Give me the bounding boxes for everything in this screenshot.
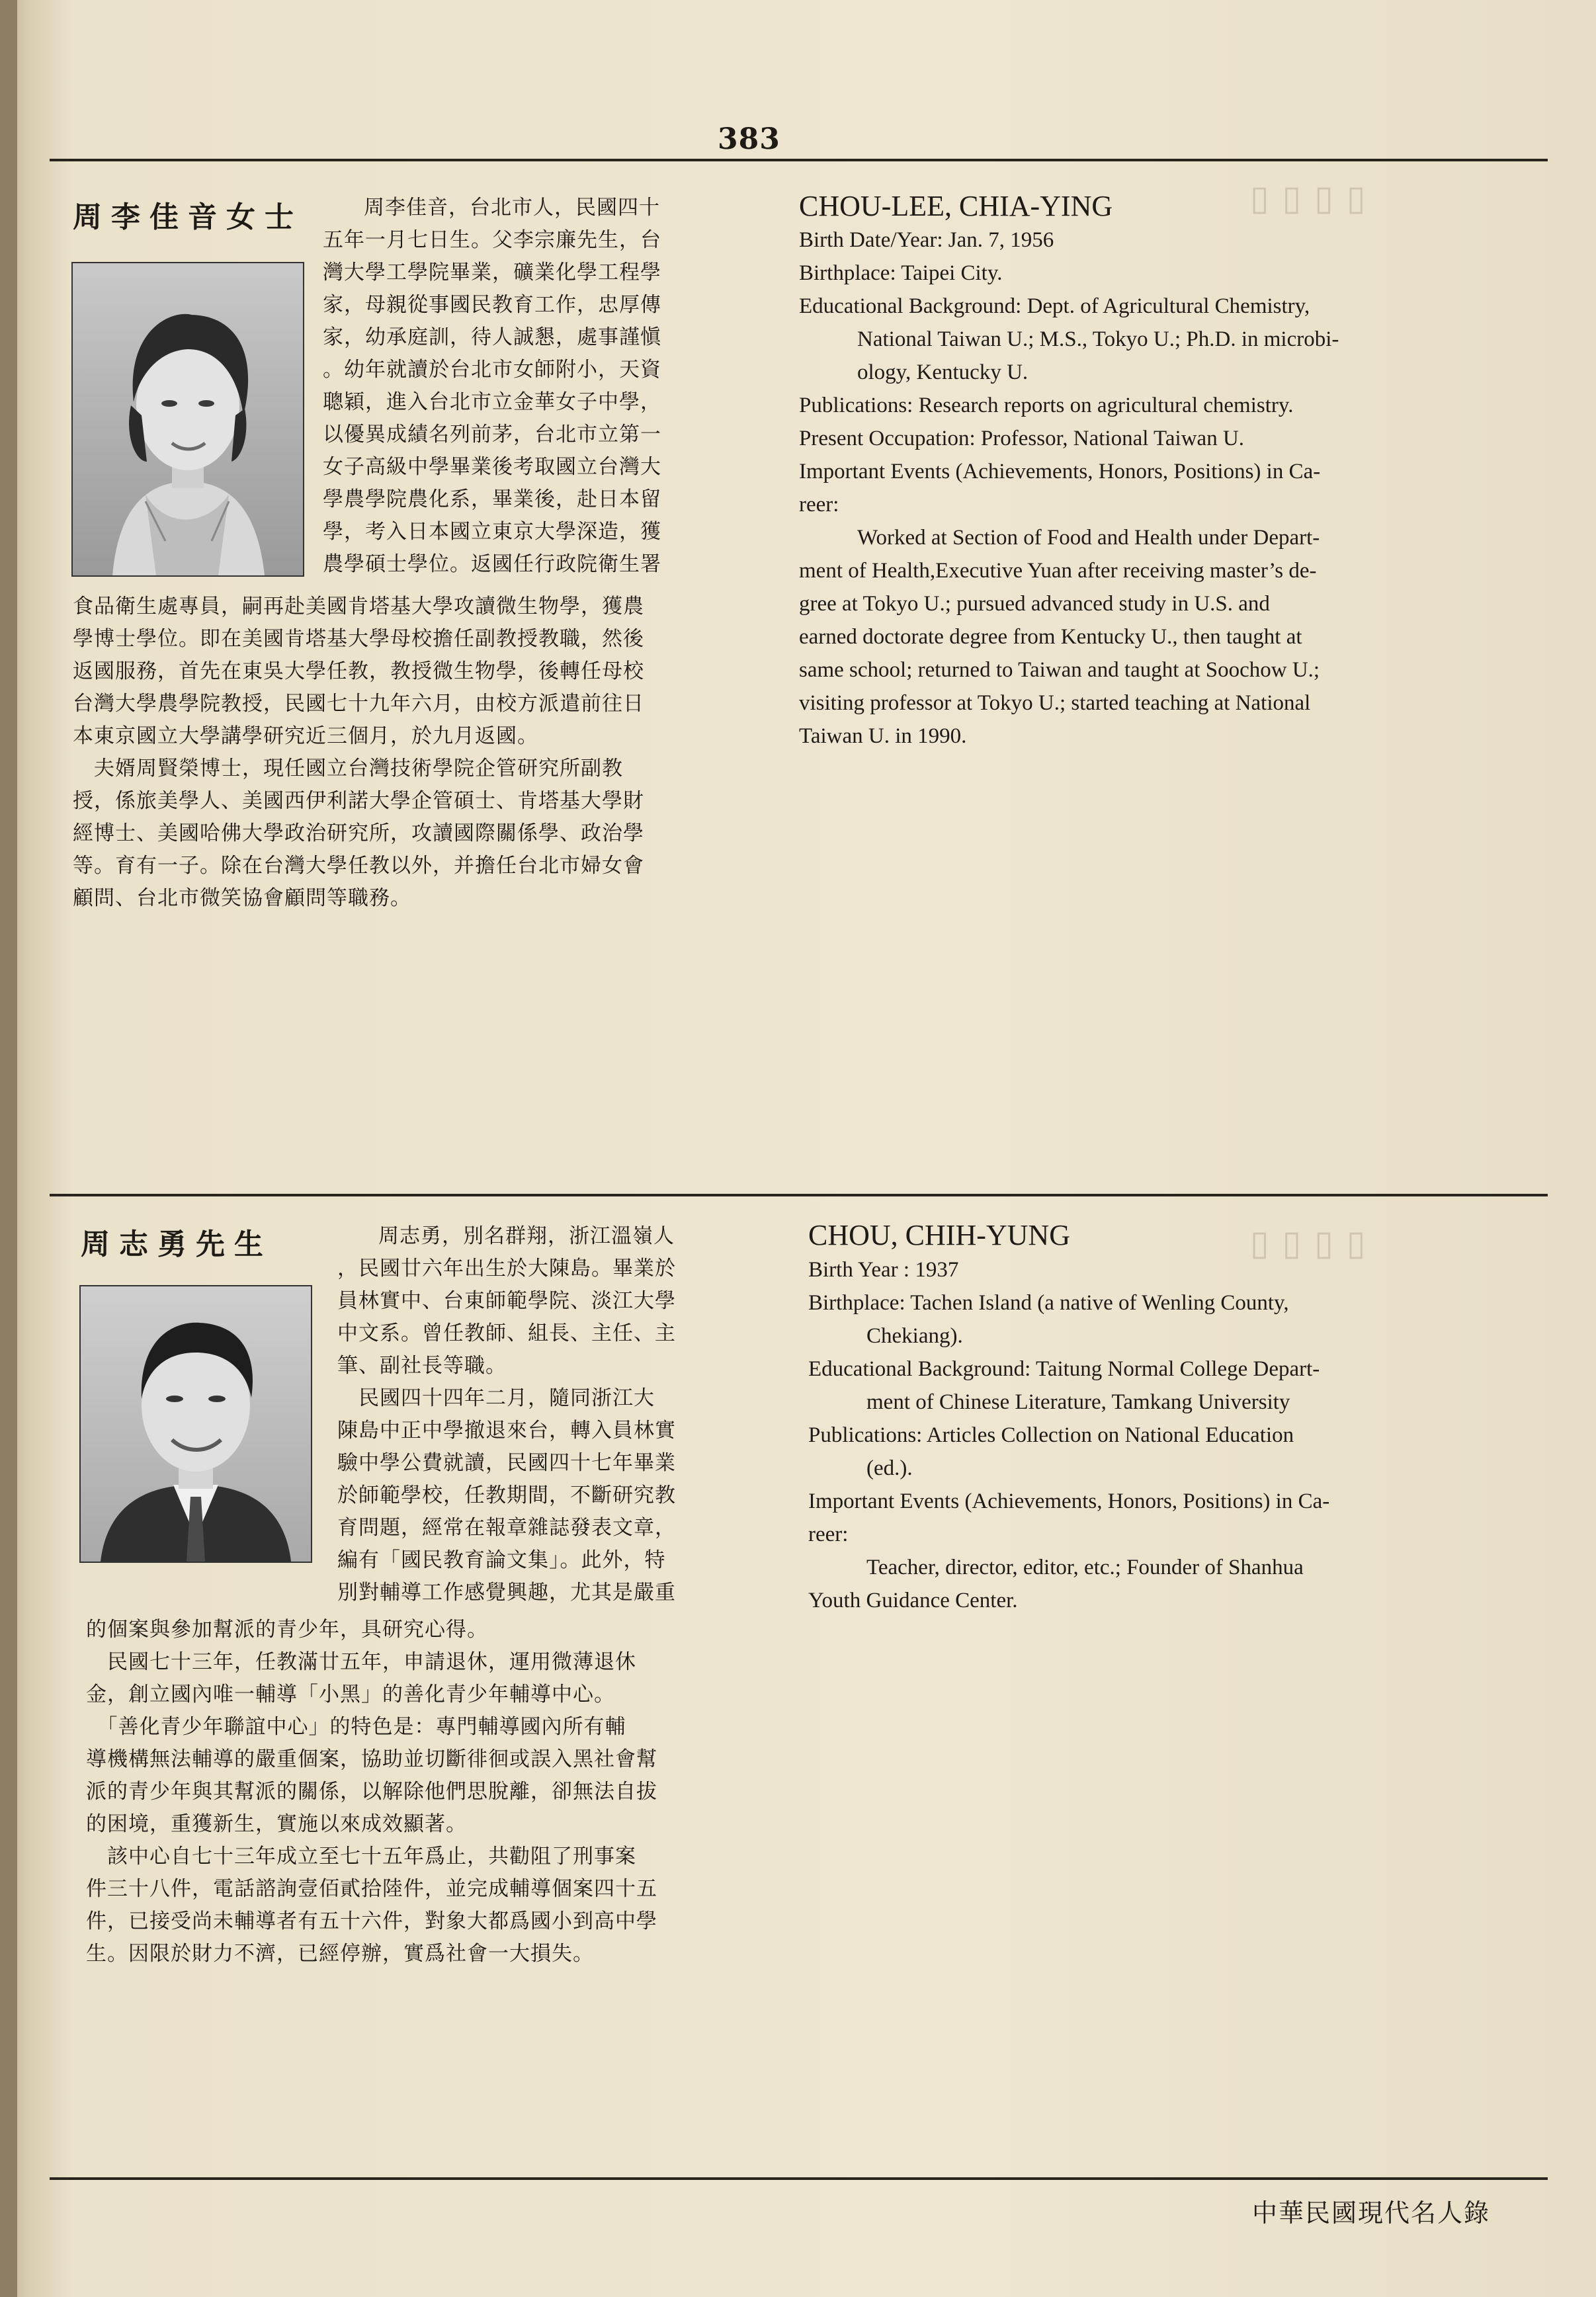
bio-line: 食品衛生處專員，嗣再赴美國肯塔基大學攻讀微生物學，獲農 xyxy=(73,595,644,618)
bio-line: 返國服務，首先在東吳大學任教，教授微生物學，後轉任母校 xyxy=(73,659,644,683)
bio-line: 農學碩士學位。返國任行政院衛生署 xyxy=(323,552,661,576)
bio-line: 家，母親從事國民教育工作，忠厚傳 xyxy=(323,293,661,317)
bio-line: Chekiang). xyxy=(866,1324,963,1348)
entry-2-english-name: CHOU, CHIH-YUNG xyxy=(808,1219,1070,1251)
bio-line: 。幼年就讀於台北市女師附小，天資 xyxy=(323,358,661,382)
bio-line: 授，係旅美學人、美國西伊利諾大學企管碩士、肯塔基大學財 xyxy=(73,789,644,813)
entry-2-portrait-photo xyxy=(79,1285,312,1563)
bio-line: 筆、副社長等職。 xyxy=(337,1354,507,1378)
bio-line: Publications: Research reports on agricultural chemistry. xyxy=(799,394,1294,417)
bleed-through-text: ▯▯▯▯ xyxy=(1250,179,1379,218)
bio-line: Teacher, director, editor, etc.; Founder of Shanhua xyxy=(866,1556,1304,1579)
bio-line: 本東京國立大學講學研究近三個月，於九月返國。 xyxy=(73,724,538,748)
entry-1-english-bio xyxy=(799,224,1493,753)
bio-line: Youth Guidance Center. xyxy=(808,1589,1018,1612)
bio-line: 驗中學公費就讀，民國四十七年畢業 xyxy=(337,1451,676,1475)
section-divider-rule xyxy=(50,1194,1548,1196)
bio-line: 於師範學校，任教期間，不斷研究教 xyxy=(337,1483,676,1507)
bio-line: 件，已接受尚未輔導者有五十六件，對象大都爲國小到高中學 xyxy=(86,1909,657,1933)
bio-line: 育問題，經常在報章雜誌發表文章， xyxy=(337,1516,676,1540)
bio-line: National Taiwan U.; M.S., Tokyo U.; Ph.D. in microbi- xyxy=(857,327,1339,351)
bio-line: 周李佳音，台北市人，民國四十 xyxy=(364,196,660,220)
entry-1-chinese-bio-continued xyxy=(73,591,757,915)
bio-line: gree at Tokyo U.; pursued advanced study in U.S. and xyxy=(799,592,1270,616)
bio-line: ology, Kentucky U. xyxy=(857,360,1029,384)
bio-line: Educational Background: Dept. of Agricultural Chemistry, xyxy=(799,294,1310,318)
bio-line: Publications: Articles Collection on National Education xyxy=(808,1423,1294,1447)
bio-line: 民國七十三年，任教滿廿五年，申請退休，運用微薄退休 xyxy=(86,1650,636,1674)
bio-line: reer: xyxy=(799,493,839,517)
bio-line: 件三十八件，電話諮詢壹佰貳拾陸件，並完成輔導個案四十五 xyxy=(86,1877,657,1901)
bio-line: 該中心自七十三年成立至七十五年爲止，共勸阻了刑事案 xyxy=(86,1845,636,1868)
entry-1-english-name: CHOU-LEE, CHIA-YING xyxy=(799,190,1113,222)
bio-line: 夫婿周賢榮博士，現任國立台灣技術學院企管研究所副教 xyxy=(73,757,623,780)
entry-1-chinese-name: 周李佳音女士 xyxy=(73,200,303,234)
woman-portrait-image xyxy=(73,263,303,575)
bio-line: Birthplace: Taipei City. xyxy=(799,261,1003,285)
bleed-through-text: ▯▯▯▯ xyxy=(1250,1224,1379,1263)
bio-line: same school; returned to Taiwan and taught at Soochow U.; xyxy=(799,658,1320,682)
bio-line: 編有「國民教育論文集」。此外，特 xyxy=(337,1548,666,1572)
entry-2-chinese-bio-continued xyxy=(86,1614,771,1970)
bio-line: ment of Health,Executive Yuan after receiving master’s de- xyxy=(799,559,1317,583)
bio-line: ，民國廿六年出生於大陳島。畢業於 xyxy=(337,1257,676,1280)
entry-2-chinese-bio-beside-photo xyxy=(337,1220,761,1609)
bio-line: 經博士、美國哈佛大學政治研究所，攻讀國際關係學、政治學 xyxy=(73,821,644,845)
bio-line: 家，幼承庭訓，待人誠懇，處事謹愼 xyxy=(323,325,661,349)
bio-line: 陳島中正中學撤退來台，轉入員林實 xyxy=(337,1419,676,1442)
bio-line: Taiwan U. in 1990. xyxy=(799,724,967,748)
bio-line: 員林實中、台東師範學院、淡江大學 xyxy=(337,1289,676,1313)
bio-line: Birth Date/Year: Jan. 7, 1956 xyxy=(799,228,1054,252)
bio-line: Important Events (Achievements, Honors, Positions) in Ca- xyxy=(799,460,1321,483)
book-title-footer: 中華民國現代名人錄 xyxy=(1251,2198,1490,2228)
bio-line: ment of Chinese Literature, Tamkang University xyxy=(866,1390,1290,1414)
bio-line: 五年一月七日生。父李宗廉先生，台 xyxy=(323,228,661,252)
footer-rule xyxy=(50,2177,1548,2180)
bio-line: 生。因限於財力不濟，已經停辦，實爲社會一大損失。 xyxy=(86,1942,594,1966)
bio-line: 以優異成績名列前茅，台北市立第一 xyxy=(323,423,661,446)
bio-line: 灣大學工學院畢業，礦業化學工程學 xyxy=(323,261,661,284)
bio-line: 周志勇，別名群翔，浙江溫嶺人 xyxy=(378,1224,675,1248)
entry-1-portrait-photo xyxy=(71,262,304,577)
bio-line: 的個案與參加幫派的青少年，具研究心得。 xyxy=(86,1618,488,1642)
bio-line: 等。育有一子。除在台灣大學任教以外，并擔任台北市婦女會 xyxy=(73,854,644,878)
bio-line: 女子高級中學畢業後考取國立台灣大 xyxy=(323,455,661,479)
bio-line: visiting professor at Tokyo U.; started teaching at National xyxy=(799,691,1311,715)
bio-line: 台灣大學農學院教授，民國七十九年六月，由校方派遣前往日 xyxy=(73,692,644,716)
bio-line: Worked at Section of Food and Health under Depart- xyxy=(857,526,1320,550)
man-portrait-image xyxy=(81,1286,311,1562)
page-number: 383 xyxy=(718,122,780,156)
bio-line: Birth Year : 1937 xyxy=(808,1258,959,1282)
bio-line: 別對輔導工作感覺興趣，尤其是嚴重 xyxy=(337,1581,676,1605)
entry-2-chinese-name: 周志勇先生 xyxy=(81,1228,273,1261)
bio-line: 學博士學位。即在美國肯塔基大學母校擔任副教授教職，然後 xyxy=(73,627,644,651)
bio-line: (ed.). xyxy=(866,1456,913,1480)
bio-line: 「善化青少年聯誼中心」的特色是：專門輔導國內所有輔 xyxy=(86,1715,626,1739)
entry-2-english-bio xyxy=(808,1253,1496,1617)
bio-line: 的困境，重獲新生，實施以來成效顯著。 xyxy=(86,1812,467,1836)
bio-line: Educational Background: Taitung Normal College Depart- xyxy=(808,1357,1320,1381)
bio-line: 民國四十四年二月，隨同浙江大 xyxy=(337,1386,655,1410)
bio-line: Present Occupation: Professor, National Taiwan U. xyxy=(799,427,1245,450)
bio-line: reer: xyxy=(808,1523,849,1546)
bio-line: 導機構無法輔導的嚴重個案，協助並切斷徘徊或誤入黑社會幫 xyxy=(86,1747,657,1771)
bio-line: Birthplace: Tachen Island (a native of Wenling County, xyxy=(808,1291,1289,1315)
book-spine-shadow xyxy=(0,0,17,2297)
bio-line: Important Events (Achievements, Honors, Positions) in Ca- xyxy=(808,1489,1330,1513)
bio-line: 聰穎，進入台北市立金華女子中學， xyxy=(323,390,661,414)
entry-1-chinese-bio-beside-photo xyxy=(323,192,746,581)
bio-line: 中文系。曾任教師、組長、主任、主 xyxy=(337,1321,676,1345)
header-rule xyxy=(50,159,1548,161)
bio-line: 學農學院農化系，畢業後，赴日本留 xyxy=(323,487,661,511)
bio-line: 金，創立國內唯一輔導「小黑」的善化青少年輔導中心。 xyxy=(86,1683,615,1706)
bio-line: 學，考入日本國立東京大學深造，獲 xyxy=(323,520,661,544)
bio-line: earned doctorate degree from Kentucky U., then taught at xyxy=(799,625,1302,649)
bio-line: 顧問、台北市微笑協會顧問等職務。 xyxy=(73,886,411,910)
bio-line: 派的青少年與其幫派的關係，以解除他們思脫離，卻無法自拔 xyxy=(86,1780,657,1804)
